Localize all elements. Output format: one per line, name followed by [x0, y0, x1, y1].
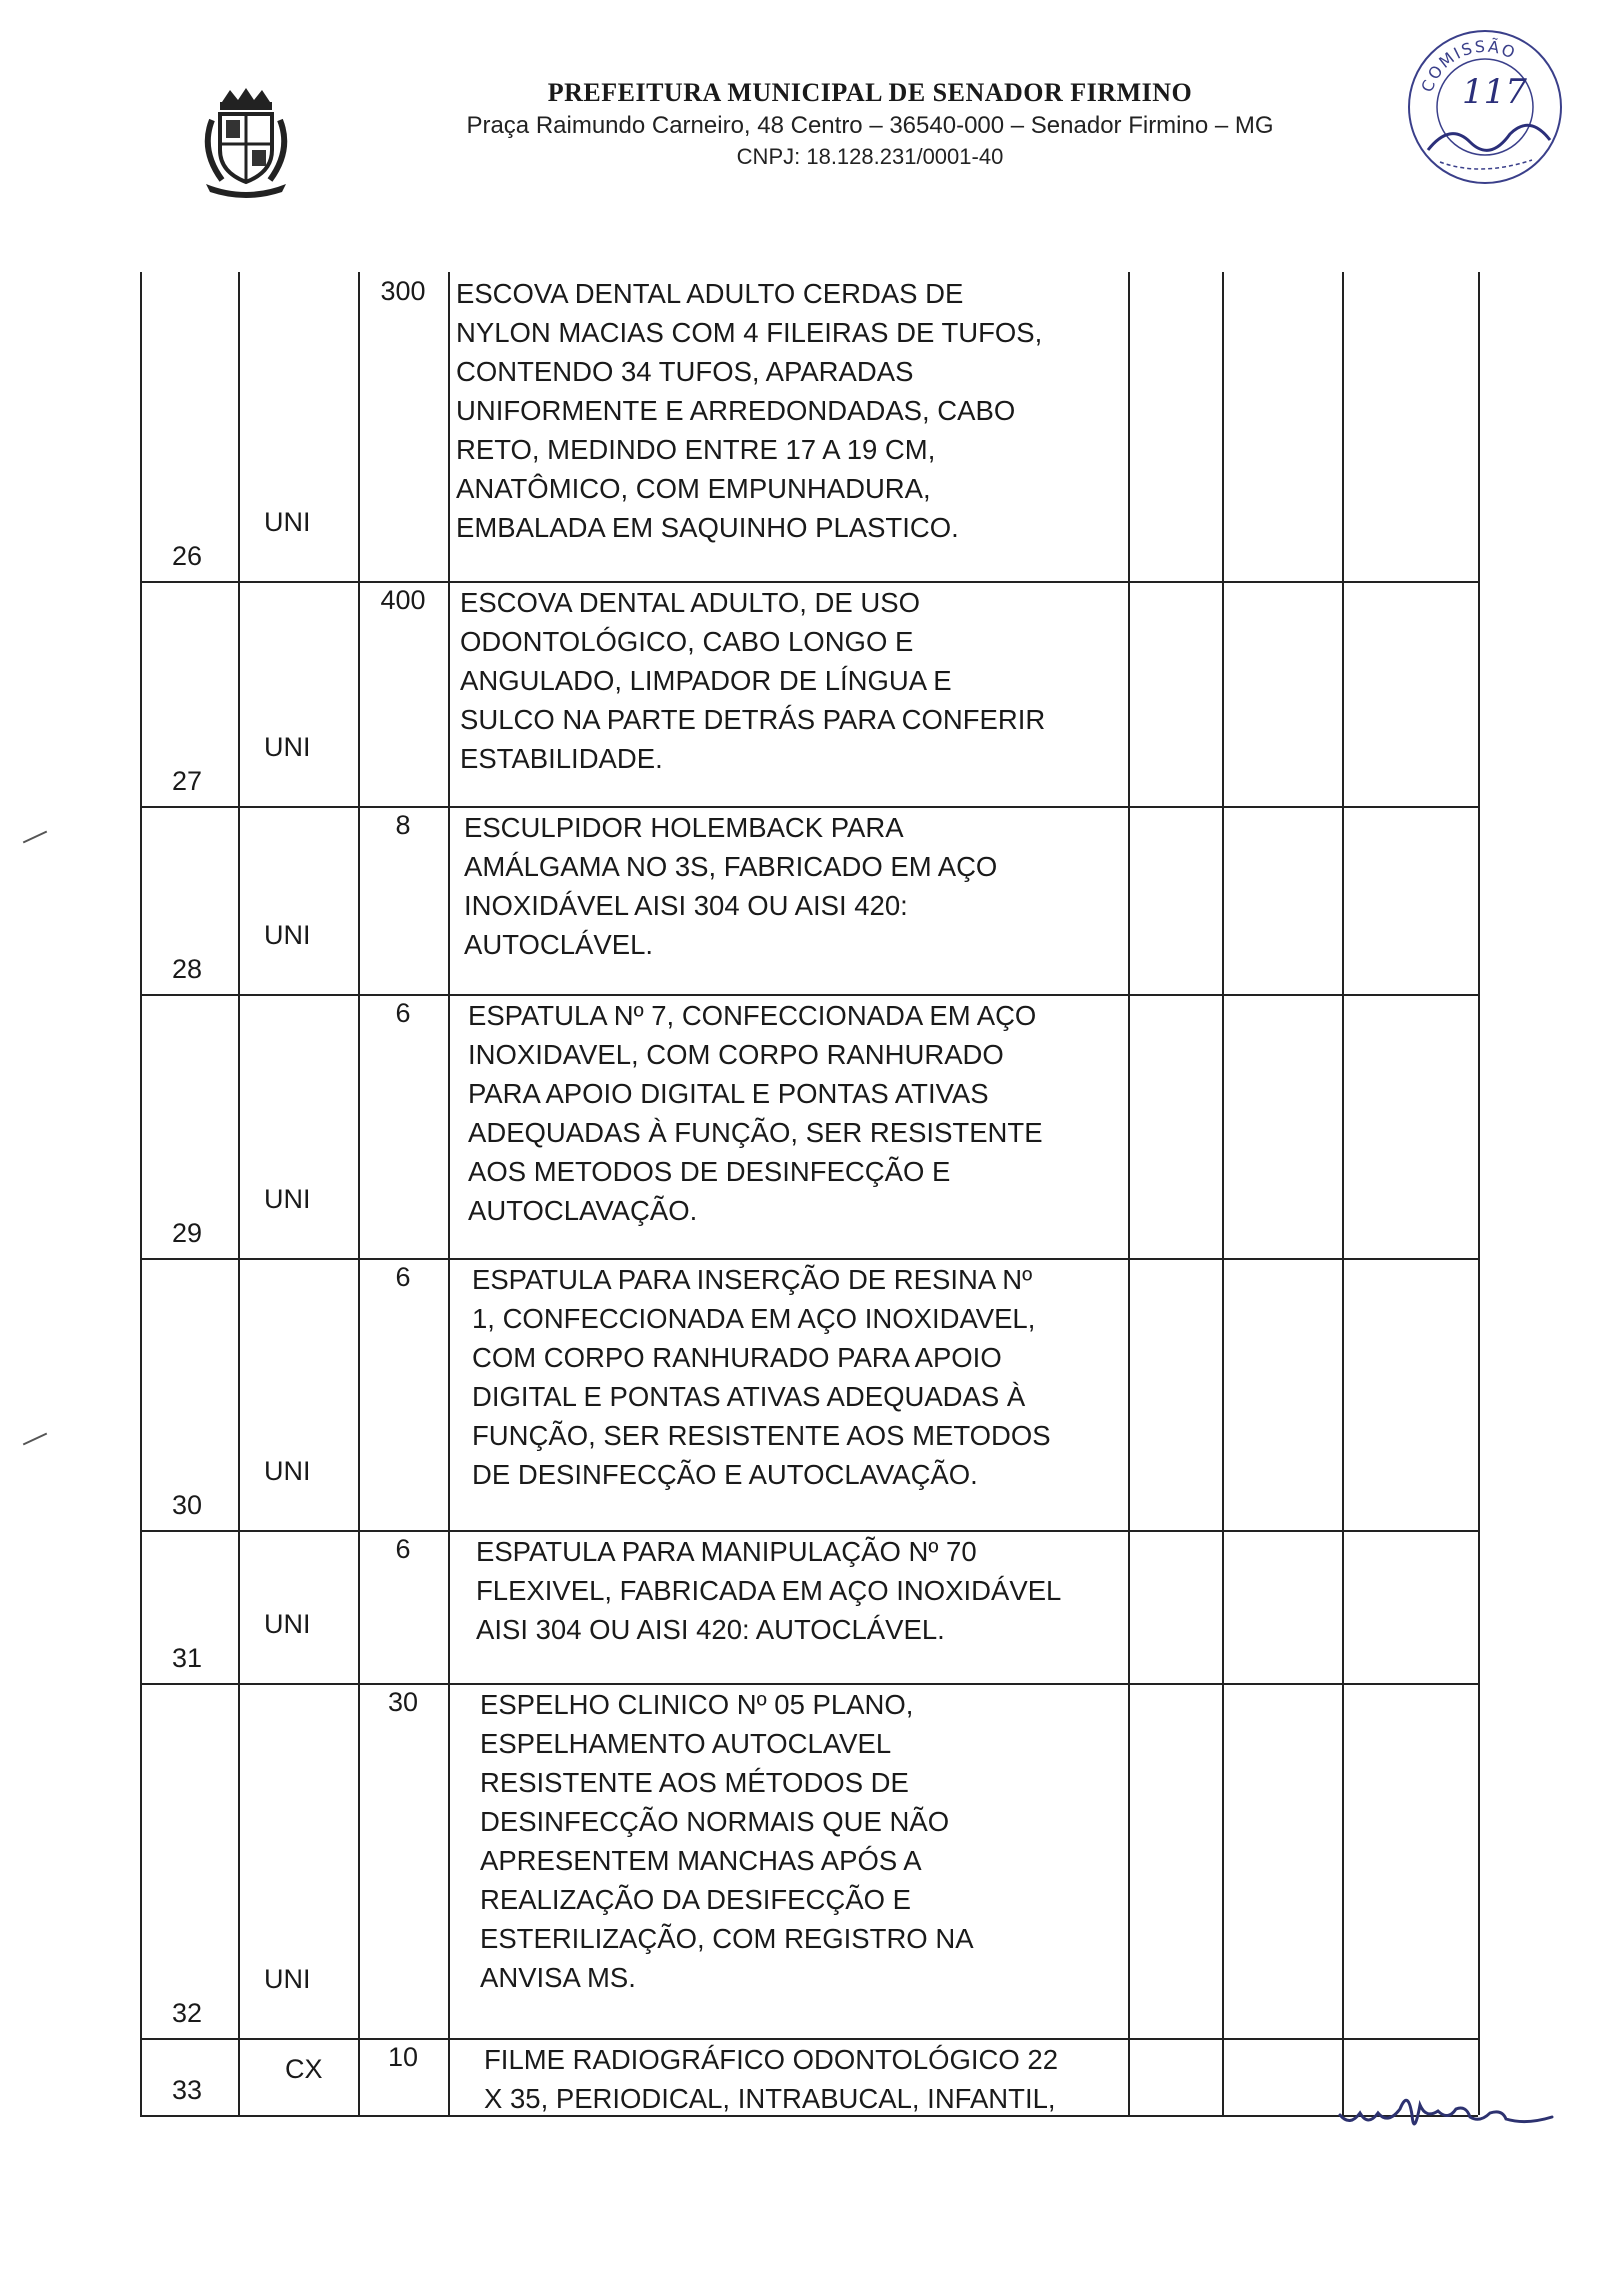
- item-number: 29: [172, 1218, 203, 1248]
- item-quantity: 300: [380, 276, 426, 306]
- header-title: PREFEITURA MUNICIPAL DE SENADOR FIRMINO: [547, 78, 1193, 107]
- item-quantity: 30: [387, 1687, 419, 1717]
- header-cnpj: CNPJ: 18.128.231/0001-40: [736, 144, 1004, 169]
- table-column-rule: [1222, 272, 1224, 2115]
- handwritten-signature: [1330, 2075, 1560, 2145]
- item-unit: UNI: [264, 732, 311, 762]
- table-column-rule: [448, 272, 450, 2115]
- item-unit: UNI: [264, 507, 311, 537]
- item-unit: UNI: [264, 1184, 311, 1214]
- item-number: 33: [172, 2075, 203, 2105]
- item-number: 28: [172, 954, 203, 984]
- margin-mark: [23, 1433, 47, 1446]
- stamp-number: 117: [1462, 72, 1527, 112]
- table-column-rule: [140, 272, 142, 2115]
- item-number: 26: [172, 541, 203, 571]
- item-description: ESPATULA Nº 7, CONFECCIONADA EM AÇO INOXIDAVEL, COM CORPO RANHURADO PARA APOIO DIGITAL E PONTAS ATIVAS ADEQUADAS À FUNÇÃO, SER RESISTENTE AOS METODOS DE DESINFECÇÃO E AUTOCLAVAÇÃO.: [468, 1000, 1043, 1226]
- item-quantity: 400: [380, 585, 426, 615]
- item-quantity: 8: [395, 810, 411, 840]
- item-number: 31: [172, 1643, 203, 1673]
- item-description: ESPELHO CLINICO Nº 05 PLANO, ESPELHAMENTO AUTOCLAVEL RESISTENTE AOS MÉTODOS DE DESINFECÇÃO NORMAIS QUE NÃO APRESENTEM MANCHAS APÓS A REALIZAÇÃO DA DESIFECÇÃO E ESTERILIZAÇÃO, COM REGISTRO NA ANVISA MS.: [480, 1689, 974, 1993]
- item-description: ESPATULA PARA MANIPULAÇÃO Nº 70 FLEXIVEL, FABRICADA EM AÇO INOXIDÁVEL AISI 304 OU AISI 420: AUTOCLÁVEL.: [476, 1536, 1062, 1645]
- item-description: FILME RADIOGRÁFICO ODONTOLÓGICO 22 X 35, PERIODICAL, INTRABUCAL, INFANTIL,: [484, 2044, 1059, 2114]
- item-quantity: 10: [387, 2042, 419, 2072]
- item-description: ESCULPIDOR HOLEMBACK PARA AMÁLGAMA NO 3S, FABRICADO EM AÇO INOXIDÁVEL AISI 304 OU AISI 420: AUTOCLÁVEL.: [464, 812, 998, 960]
- item-description: ESPATULA PARA INSERÇÃO DE RESINA Nº 1, CONFECCIONADA EM AÇO INOXIDAVEL, COM CORPO RANHURADO PARA APOIO DIGITAL E PONTAS ATIVAS ADEQUADAS À FUNÇÃO, SER RESISTENTE AOS METODOS DE DESINFECÇÃO E AUTOCLAVAÇÃO.: [472, 1264, 1051, 1490]
- item-quantity: 6: [395, 1262, 411, 1292]
- item-unit: UNI: [264, 1964, 311, 1994]
- table-column-rule: [358, 272, 360, 2115]
- item-number: 32: [172, 1998, 203, 2028]
- header-address: Praça Raimundo Carneiro, 48 Centro – 36540-000 – Senador Firmino – MG: [466, 112, 1274, 139]
- table-column-rule: [1478, 272, 1480, 2115]
- item-quantity: 6: [395, 1534, 411, 1564]
- margin-mark: [23, 831, 47, 844]
- stamp-top-text: COMISSÃO: [1417, 36, 1520, 95]
- item-description: ESCOVA DENTAL ADULTO, DE USO ODONTOLÓGICO, CABO LONGO E ANGULADO, LIMPADOR DE LÍNGUA E SULCO NA PARTE DETRÁS PARA CONFERIR ESTABILIDADE.: [460, 587, 1046, 774]
- table-column-rule: [1342, 272, 1344, 2115]
- item-unit: UNI: [264, 920, 311, 950]
- item-unit: CX: [285, 2054, 323, 2084]
- table-column-rule: [1128, 272, 1130, 2115]
- item-unit: UNI: [264, 1609, 311, 1639]
- item-unit: UNI: [264, 1456, 311, 1486]
- item-number: 27: [172, 766, 203, 796]
- item-quantity: 6: [395, 998, 411, 1028]
- item-description: ESCOVA DENTAL ADULTO CERDAS DE NYLON MACIAS COM 4 FILEIRAS DE TUFOS, CONTENDO 34 TUFOS, APARADAS UNIFORMENTE E ARREDONDADAS, CABO RETO, MEDINDO ENTRE 17 A 19 CM, ANATÔMICO, COM EMPUNHADURA, EMBALADA EM SAQUINHO PLASTICO.: [456, 278, 1043, 543]
- item-number: 30: [172, 1490, 203, 1520]
- table-column-rule: [238, 272, 240, 2115]
